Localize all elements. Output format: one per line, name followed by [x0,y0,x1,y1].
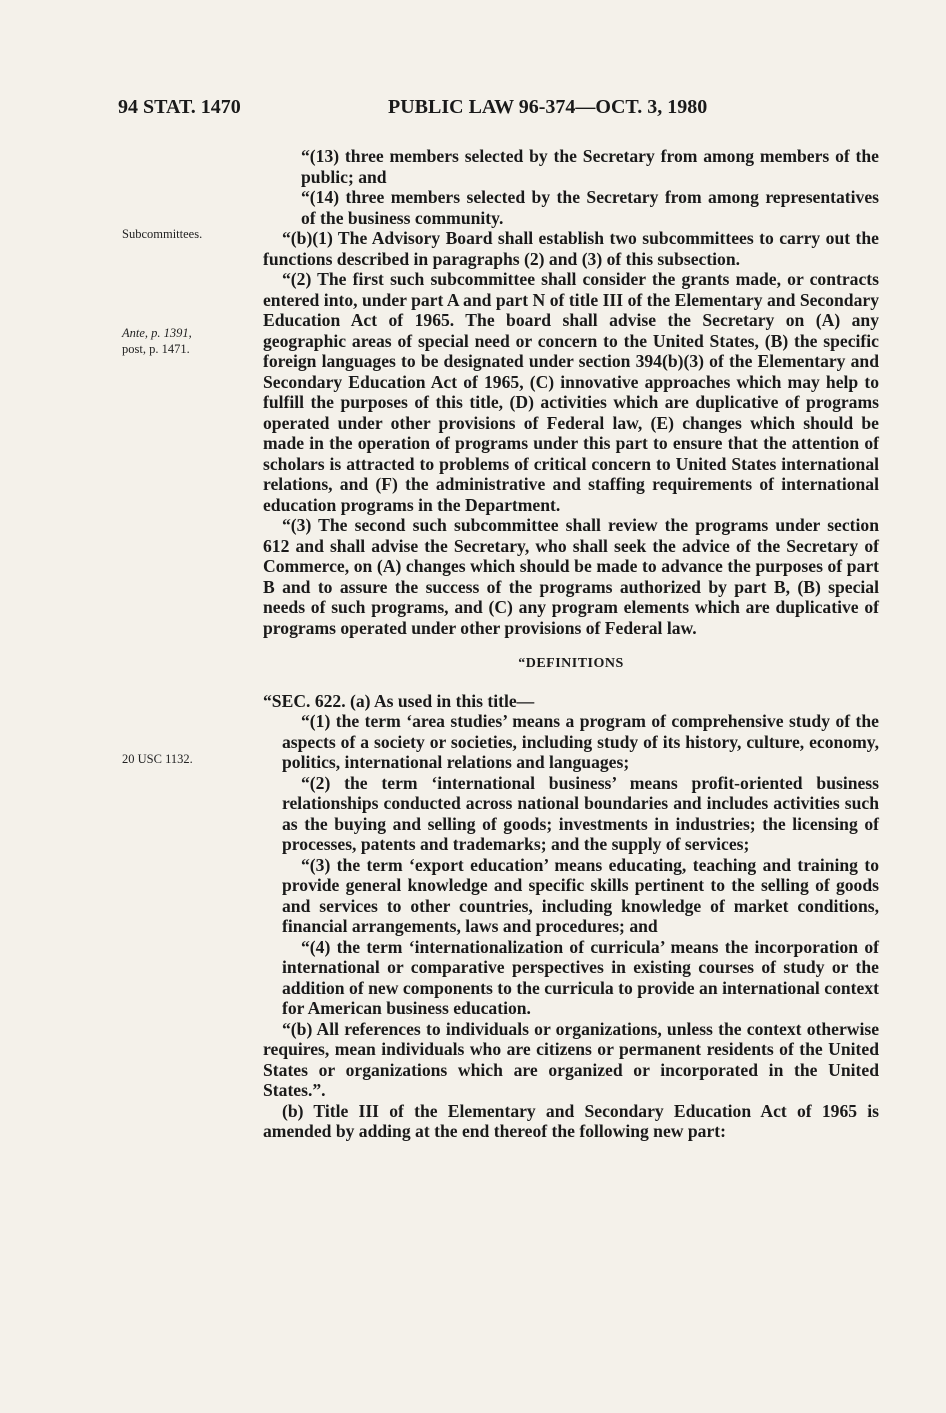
paragraph-title-iii: (b) Title III of the Elementary and Secondary Education Act of 1965 is amended by adding at the end thereof the following new part: [263,1100,879,1141]
stat-page-number: 94 STAT. 1470 [118,96,241,118]
margin-note-subcommittees: Subcommittees. [122,227,203,241]
definition-3: “(3) the term ‘export education’ means educating, teaching and training to provide general knowledge and specific skills pertinent to the selling of goods and services to other countries, including knowledge of market conditions, financial arrangements, laws and procedures; and [282,854,879,936]
definition-4: “(4) the term ‘internationalization of curricula’ means the incorporation of international or comparative perspectives in existing courses of study or the addition of new components to the curricula to provide an international context for American business education. [282,936,879,1018]
law-title: PUBLIC LAW 96-374—OCT. 3, 1980 [388,96,708,118]
paragraph-b2: “(2) The first such subcommittee shall consider the grants made, or contracts entered into, under part A and part N of title III of the Elementary and Secondary Education Act of 1965. The board shall advise the Secretary on (A) any geographic areas of special need or concern to the United States, (B) the specific foreign languages to be designated under section 394(b)(3) of the Elementary and Secondary Education Act of 1965, (C) innovative approaches which may help to fulfill the purposes of this title, (D) activities which are duplicative of programs operated under other provisions of Federal law, (E) changes which should be made in the operation of programs under this part to ensure that the attention of scholars is attracted to problems of critical concern to United States international relations, and (F) the administrative and staffing requirements of international education programs in the Department. [263,269,879,515]
margin-note-ante [122,325,192,342]
page-header [118,96,878,124]
margin-note-ante-text: Ante, p. 1391, [122,326,192,340]
section-622: “SEC. 622. (a) As used in this title— [263,690,535,711]
paragraph-14: “(14) three members selected by the Secretary from among representatives of the business community. [301,187,879,228]
paragraph-b3: “(3) The second such subcommittee shall review the programs under section 612 and shall advise the Secretary, who shall seek the advice of the Secretary of Commerce, on (A) changes which should be made to advance the purposes of part B and to assure the success of the programs authorized by part B, (B) special needs of such programs, and (C) any program elements which are duplicative of programs operated under other provisions of Federal law. [263,515,879,638]
margin-note-post: post, p. 1471. [122,342,190,356]
paragraph-b1: “(b)(1) The Advisory Board shall establish two subcommittees to carry out the functions described in paragraphs (2) and (3) of this subsection. [263,228,879,269]
statute-body [263,146,879,1142]
definitions-heading: “DEFINITIONS [518,656,624,671]
definition-2: “(2) the term ‘international business’ means profit-oriented business relationships conducted across national boundaries and includes activities such as the buying and selling of goods; investments in industries; the licensing of processes, patents and trademarks; and the supply of services; [282,772,879,854]
paragraph-references: “(b) All references to individuals or organizations, unless the context otherwise requires, mean individuals who are citizens or permanent residents of the United States or organizations which are organized or incorporated in the United States.”. [263,1018,879,1100]
margin-note-usc: 20 USC 1132. [122,752,193,766]
definition-1: “(1) the term ‘area studies’ means a program of comprehensive study of the aspects of a society or societies, including study of its history, culture, economy, politics, international relations and languages; [282,711,879,772]
paragraph-13: “(13) three members selected by the Secretary from among members of the public; and [301,146,879,187]
